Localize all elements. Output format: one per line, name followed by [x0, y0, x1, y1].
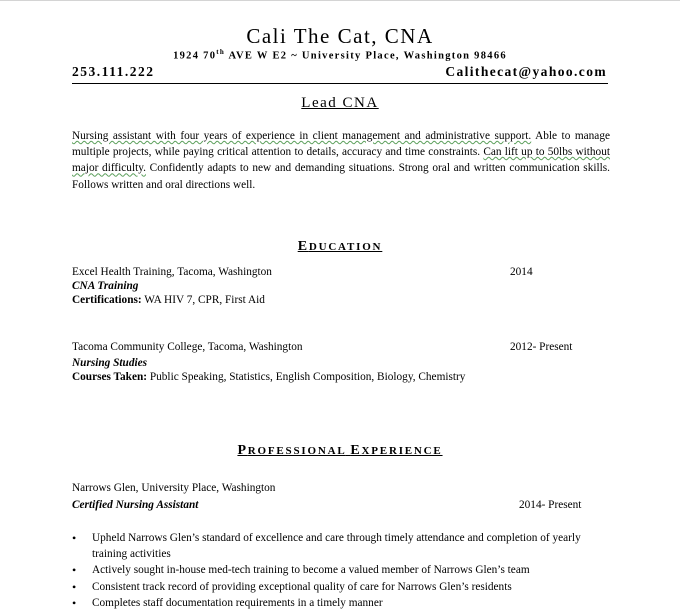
ordinal-superscript: th	[216, 48, 226, 56]
objective-title: Lead CNA	[301, 95, 379, 111]
edu1-school: Excel Health Training, Tacoma, Washington	[72, 266, 272, 278]
email-address: Calithecat@yahoo.com	[445, 64, 607, 79]
job-employer: Narrows Glen, University Place, Washington	[72, 482, 276, 494]
duty-item: • Completes staff documentation requirements in a timely manner	[72, 595, 612, 611]
top-border	[0, 0, 680, 1]
edu1-program: CNA Training	[72, 280, 139, 292]
summary-paragraph	[72, 128, 610, 193]
duty-item: • Consistent track record of providing exceptional quality of care for Narrows Glen’s residents	[72, 579, 612, 595]
edu2-program: Nursing Studies	[72, 357, 148, 369]
edu2-dates: 2012- Present	[510, 341, 573, 353]
summary-part-2: Able to manage multiple projects, while paying critical attention to details, accuracy and time constraints.	[72, 130, 610, 159]
edu2-school: Tacoma Community College, Tacoma, Washington	[72, 341, 303, 353]
summary-part-4: Confidently adapts to new and demanding situations. Strong oral and written communication skills. Follows written and oral directions well.	[72, 162, 610, 191]
summary-part-3: Can lift up to 50lbs without major difficulty.	[72, 146, 610, 175]
education-heading: EDUCATION	[297, 239, 383, 254]
edu1-dates: 2014	[510, 266, 533, 278]
experience-heading: PROFESSIONAL EXPERIENCE	[237, 443, 443, 458]
edu2-detail: Courses Taken: Public Speaking, Statistics, English Composition, Biology, Chemistry	[72, 371, 466, 383]
job-title: Certified Nursing Assistant	[72, 499, 199, 511]
candidate-name: Cali The Cat, CNA	[246, 24, 434, 48]
duty-item: • Upheld Narrows Glen’s standard of excellence and care through timely attendance and completion of yearly training activities	[72, 530, 612, 562]
edu1-detail: Certifications: WA HIV 7, CPR, First Aid	[72, 294, 265, 306]
address: 1924 70th AVE W E2 ~ University Place, Washington 98466	[173, 48, 507, 62]
duty-item: • Actively sought in-house med-tech training to become a valued member of Narrows Glen’s team	[72, 562, 612, 578]
summary-part-1: Nursing assistant with four years of experience in client management and administrative support.	[72, 130, 532, 142]
job-dates: 2014- Present	[519, 499, 582, 511]
phone-number: 253.111.222	[72, 64, 155, 79]
job-duties-list	[72, 530, 612, 611]
header-divider	[72, 83, 608, 84]
